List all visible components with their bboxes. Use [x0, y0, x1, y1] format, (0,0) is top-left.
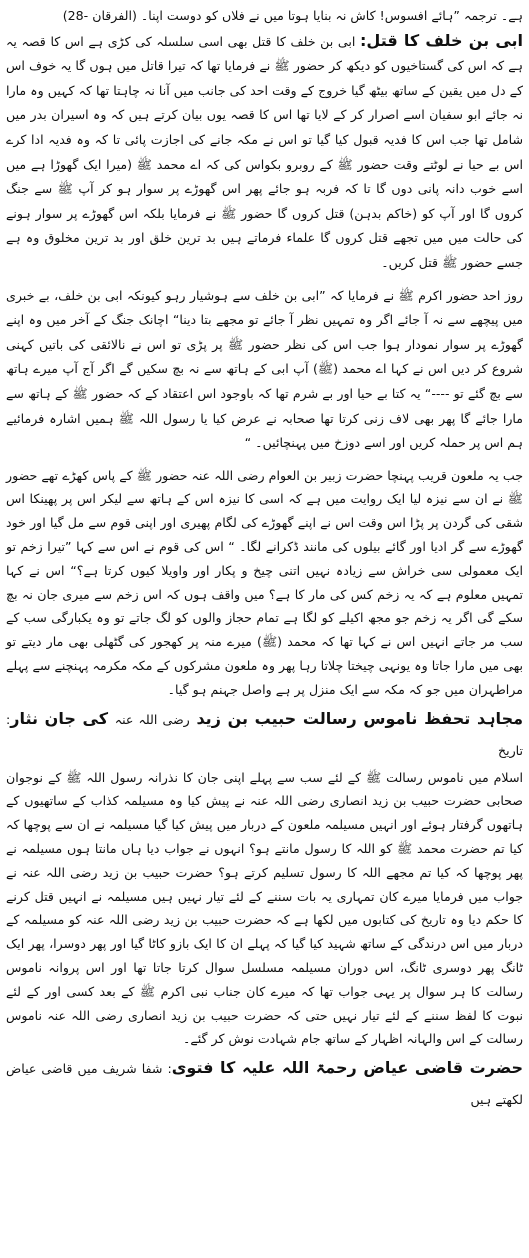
paragraph-gap [6, 276, 523, 284]
section-body-habib-bin-zaid [6, 766, 523, 1052]
heading-habib-tail: : تاریخ [6, 711, 523, 758]
heading-qazi-main: حضرت قاضی عیاض رحمۃ اللہ علیہ کا فتوی [171, 1058, 523, 1078]
section-heading-abi-bin-khalaf: ابی بن خلف کا قتل: [360, 30, 524, 50]
heading-habib-end: کی جان نثار [10, 708, 109, 728]
paragraph-spear-strike [6, 464, 523, 702]
section-body-abi-bin-khalaf: ابی بن خلف کا قتل بھی اسی سلسلہ کی کڑی ہے اس کا قصہ یہ ہے کہ اس کی گستاخیوں کو دیکھ کر حضور ﷺ نے فرمایا تھا کہ تیرا قاتل میں ہوں گا یہ خوف اس کے دل میں یقین کے ساتھ بیٹھ گیا خروج کے وقت احد کی جانب میں آنا نہ چاہتا تھا کہ کہیں وہ مارا نہ جائے ابو سفیان اسے اصرار کر کے لایا تھا اس کا قصہ یوں بیان کرتے ہیں کہ وہ اسیران بدر میں شامل تھا جب اس کا فدیہ قبول کیا گیا تو اس نے مکہ جانے کی اجازت پائی تا کہ وہ فدیہ ادا کرے اس بے حیا نے لوٹتے وقت حضور ﷺ کے روبرو بکواس کی کہ اے محمد ﷺ (میرا ایک گھوڑا ہے میں اسے خوب دانہ پانی دوں گا تا کہ فربہ ہو جائے پھر اس گھوڑے پر سوار ہو کر آپ ﷺ سے جنگ کروں گا اور آپ کو (خاکم بدہن) قتل کروں گا حضور ﷺ نے فرمایا بلکہ اس گھوڑے پر سوار ہونے کی حالت میں میں تجھے قتل کروں گا علماء فرماتے ہیں بد ترین خلق اور بد ترین مخلوق وہ ہے جسے حضور ﷺ قتل کریں۔ [6, 33, 523, 270]
verse-line [6, 4, 523, 29]
verse-text: ہے۔ ترجمہ ”ہائے افسوس! کاش نہ بنایا ہوتا میں نے فلاں کو دوست اپنا۔ (الفرقان -28) [62, 8, 523, 23]
section-body-habib-text: اسلام میں ناموس رسالت ﷺ کے لئے سب سے پہلے اپنی جان کا نذرانہ رسول اللہ ﷺ کے نوجوان صحابی حضرت حبیب بن زید انصاری رضی اللہ عنہ نے پیش کیا وہ مسیلمہ کذاب کے ساتھیوں کے ہاتھوں گرفتار ہوئے اور انہیں مسیلمہ ملعون کے دربار میں پیش کیا گیا مسیلمہ نے ان سے پوچھا کہ کیا تم حضرت محمد ﷺ کو اللہ کا رسول مانتے ہو؟ انہوں نے جواب دیا ہاں مانتا ہوں مسیلمہ نے پھر پوچھا کہ کیا تم مجھے اللہ کا رسول تسلیم کرتے ہو؟ حضرت حبیب بن زید رضی اللہ عنہ نے جواب میں فرمایا میرے کان تمہاری یہ بات سننے کے لئے تیار نہیں ہیں مسیلمہ نے انہیں قتل کرنے کا حکم دیا وہ تاریخ کی کتابوں میں لکھا ہے کہ حضرت حبیب بن زید رضی اللہ عنہ کو مسیلمہ کے دربار میں اس درندگی کے ساتھ شہید کیا گیا کہ پہلے ان کا ایک بازو کاٹا گیا اور پھر دوسرا، پھر ایک ٹانگ پھر دوسری ٹانگ، اس دوران مسیلمہ مسلسل سوال کرتا جاتا تھا اور اس پروانہ ناموس رسالت کا ہر سوال پر یہی جواب تھا کہ میرے کان جناب نبی اکرم ﷺ کے بعد کسی اور کے لئے نبوت کا لفظ سننے کے لئے تیار نہیں حتی کہ حضرت حبیب بن زید انصاری رضی اللہ عنہ ناموس رسالت کے اس والہانہ اظہار کے ساتھ جام شہادت نوش کر گئے۔ [6, 769, 523, 1047]
paragraph-gap [6, 456, 523, 464]
paragraph-uhud-day-text: روز احد حضور اکرم ﷺ نے فرمایا کہ ”ابی بن خلف سے ہوشیار رہو کیونکہ ابی بن خلف، بے خبری میں پیچھے سے نہ آ جائے اگر وہ تمہیں نظر آ جائے تو مجھے بتا دینا“ اچانک جنگ کے آخر میں وہ اپنے گھوڑے پر سوار نمودار ہوا جب اس کی نظر حضور ﷺ پر پڑی تو اس نے نالائقی کی باتیں کہنی شروع کر دیں اس نے کہا اے محمد (ﷺ) آپ ابی کے ہاتھ سے نہ بچ سکیں گے اگر آج آپ میرے ہاتھ سے بچ گئے تو ----“ یہ کتا بے حیا اور بے شرم تھا کہ باوجود اس اعتقاد کے کہ حضور ﷺ کے ہاتھ سے مارا جائے گا پھر بھی لاف زنی کرتا تھا صحابہ نے عرض کیا یا رسول اللہ ﷺ ہمیں اشارہ فرمائیے ہم اس پر حملہ کریں اور اسے دوزخ میں پہنچائیں۔ “ [6, 287, 523, 451]
section-abi-bin-khalaf [6, 29, 523, 276]
heading-qazi-tail: : شفا شریف میں قاضی عیاض لکھتے ہیں [6, 1061, 523, 1108]
section-heading-habib-bin-zaid [6, 704, 523, 766]
paragraph-spear-strike-text: جب یہ ملعون قریب پہنچا حضرت زبیر بن العوام رضی اللہ عنہ حضور ﷺ کے پاس کھڑے تھے حضور ﷺ نے ان سے نیزہ لیا ایک روایت میں ہے کہ اسی کا نیزہ اس کے ہاتھ سے لیکر اس پر پھینکا اس شقی کی گردن پر پڑا اس وقت اس نے اپنے گھوڑے کی لگام پھیری اور اپنی قوم سے مل گیا اور خود گھوڑے سے گر ادیا اور گائے بیلوں کی مانند ڈکرانے لگا۔ “ اس کی قوم نے اس سے کہا ”تیرا زخم تو ایک معمولی سی خراش سے زیادہ نہیں اتنی چیخ و پکار اور واویلا کیوں کرتا ہے؟“ اس نے کہا تمہیں معلوم ہے کہ یہ زخم کس کی مار کا ہے؟ میں واقف ہوں کہ اس زخم سے میری جان نہ بچ سکے گی اگر یہ زخم جو مجھ اکیلے کو لگا ہے تمام حجاز والوں کو لگ جاتے تو وہ یکبارگی سب کے سب مر جاتے انہیں اس نے کہا تھا کہ محمد (ﷺ) میرے منہ پر کھجور کی گٹھلی بھی مار دیتے تو بھی میں مارا جاتا وہ یونہی چیختا چلاتا رہا پھر وہ ملعون مشرکوں کے مکہ مکرمہ پہنچنے سے پہلے مراطہران میں جو کہ مکہ سے ایک منزل پر ہے واصل جہنم ہو گیا۔ [6, 467, 523, 697]
heading-habib-main: مجاہد تحفظ ناموس رسالت حبیب بن زید [196, 708, 524, 728]
paragraph-uhud-day [6, 284, 523, 456]
heading-habib-honorific: رضی اللہ عنہ [114, 711, 190, 727]
section-heading-qazi-ayaz [6, 1053, 523, 1115]
